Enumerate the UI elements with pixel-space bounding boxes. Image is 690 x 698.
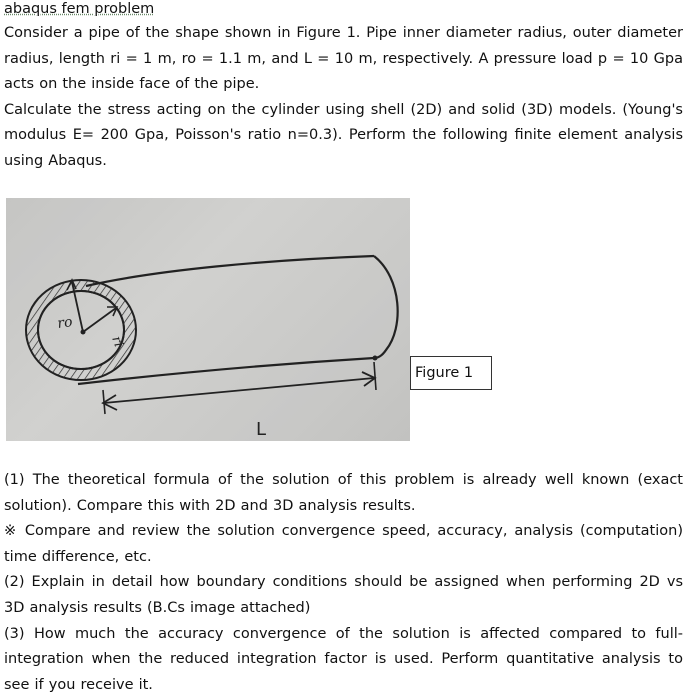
length-label: L <box>256 419 267 440</box>
outer-radius-label: ro <box>56 314 74 332</box>
intro-paragraph: Consider a pipe of the shape shown in Figure 1. Pipe inner diameter radius, outer diameter radius, length ri = 1 m, ro = 1.1 m, and L = 10 m, respectively. A pressure load p = 10 Gpa acts on the inside face of the pipe. <box>4 25 683 93</box>
figure-caption: Figure 1 <box>410 356 492 390</box>
question-item: (1) The theoretical formula of the solution of this problem is already well known (exact solution). Compare this with 2D and 3D analysis results. <box>4 472 683 514</box>
inner-radius-label: ri <box>108 334 126 350</box>
problem-statement <box>4 21 683 175</box>
question-list <box>4 468 683 698</box>
question-note: ※ Compare and review the solution convergence speed, accuracy, analysis (computation) time difference, etc. <box>4 523 683 565</box>
document-title: abaqus fem problem <box>4 1 155 17</box>
question-item: (2) Explain in detail how boundary conditions should be assigned when performing 2D vs 3D analysis results (B.Cs image attached) <box>4 574 683 616</box>
pipe-sketch-photo <box>6 198 410 441</box>
question-item: (3) How much the accuracy convergence of the solution is affected compared to full-integration when the reduced integration factor is used. Perform quantitative analysis to see if you receive it. <box>4 625 683 693</box>
intro-paragraph: Calculate the stress acting on the cylinder using shell (2D) and solid (3D) models. (Young's modulus E= 200 Gpa, Poisson's ratio n=0.3). Perform the following finite element analysis using Abaqus. <box>4 101 683 169</box>
